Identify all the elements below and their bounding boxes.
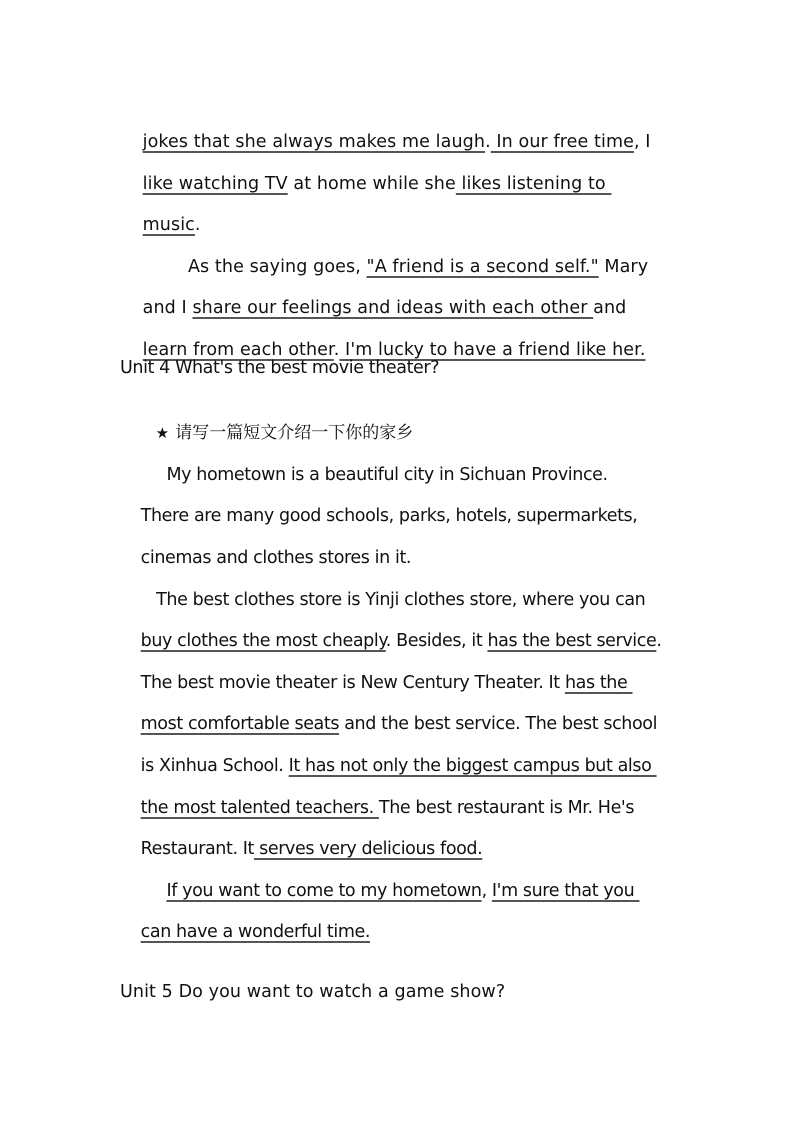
text-segment: . Besides, it [385,631,488,651]
text-segment: The best clothes store is Yinji clothes store, where you can [140,590,646,610]
essay-line [120,896,370,968]
underlined-phrase: serves very delicious food. [254,839,483,859]
underlined-phrase: music [142,215,195,235]
text-segment: As the saying goes, [142,257,367,277]
underlined-phrase: can have a wonderful time. [140,922,371,942]
text-segment: My hometown is a beautiful city in Sichuan Province. [140,465,608,485]
underlined-phrase: If you want to come to my hometown [166,881,482,901]
star-icon: ★ [155,424,170,442]
text-segment: The best restaurant is Mr. He's [378,798,635,818]
underlined-phrase: I'm lucky to have a friend like her. [339,340,646,360]
text-segment: and the best service. The best school [339,714,658,734]
underlined-phrase: I'm sure that you [491,881,640,901]
underlined-phrase: most comfortable seats [140,714,340,734]
text-segment: . [194,215,201,235]
underlined-phrase: has the [564,673,633,693]
underlined-phrase: In our free time [490,132,634,152]
underlined-phrase: likes listening to [455,174,612,194]
text-segment: Mary [598,257,649,277]
text-segment: , [481,881,492,901]
text-segment: . [656,631,662,651]
text-segment: The best movie theater is New Century Theater. It [140,673,565,693]
text-segment: There are many good schools, parks, hotels, supermarkets, [140,506,638,526]
underlined-phrase: like watching TV [142,174,288,194]
text-segment: at home while she [287,174,456,194]
unit-5-heading: Unit 5 Do you want to watch a game show? [120,982,506,1002]
underlined-phrase: the most talented teachers. [140,798,379,818]
text-segment: Restaurant. It [140,839,255,859]
text-segment: is Xinhua School. [140,756,289,776]
underlined-phrase: buy clothes the most cheaply [140,631,386,651]
underlined-phrase: has the best service [487,631,657,651]
text-segment: . [485,132,491,152]
underlined-phrase: It has not only the biggest campus but also [288,756,657,776]
text-segment: and I [142,298,193,318]
underlined-phrase: jokes that she always makes me laugh [142,132,486,152]
underlined-phrase: share our feelings and ideas with each other [192,298,594,318]
underlined-phrase: "A friend is a second self." [366,257,599,277]
text-segment: and [593,298,627,318]
text-segment: , I [633,132,651,152]
text-segment: . [333,340,340,360]
task-prompt-text: 请写一篇短文介绍一下你的家乡 [175,423,414,443]
unit-4-heading: Unit 4 What's the best movie theater? [120,358,440,378]
text-segment: cinemas and clothes stores in it. [140,548,412,568]
underlined-phrase: learn from each other [142,340,334,360]
